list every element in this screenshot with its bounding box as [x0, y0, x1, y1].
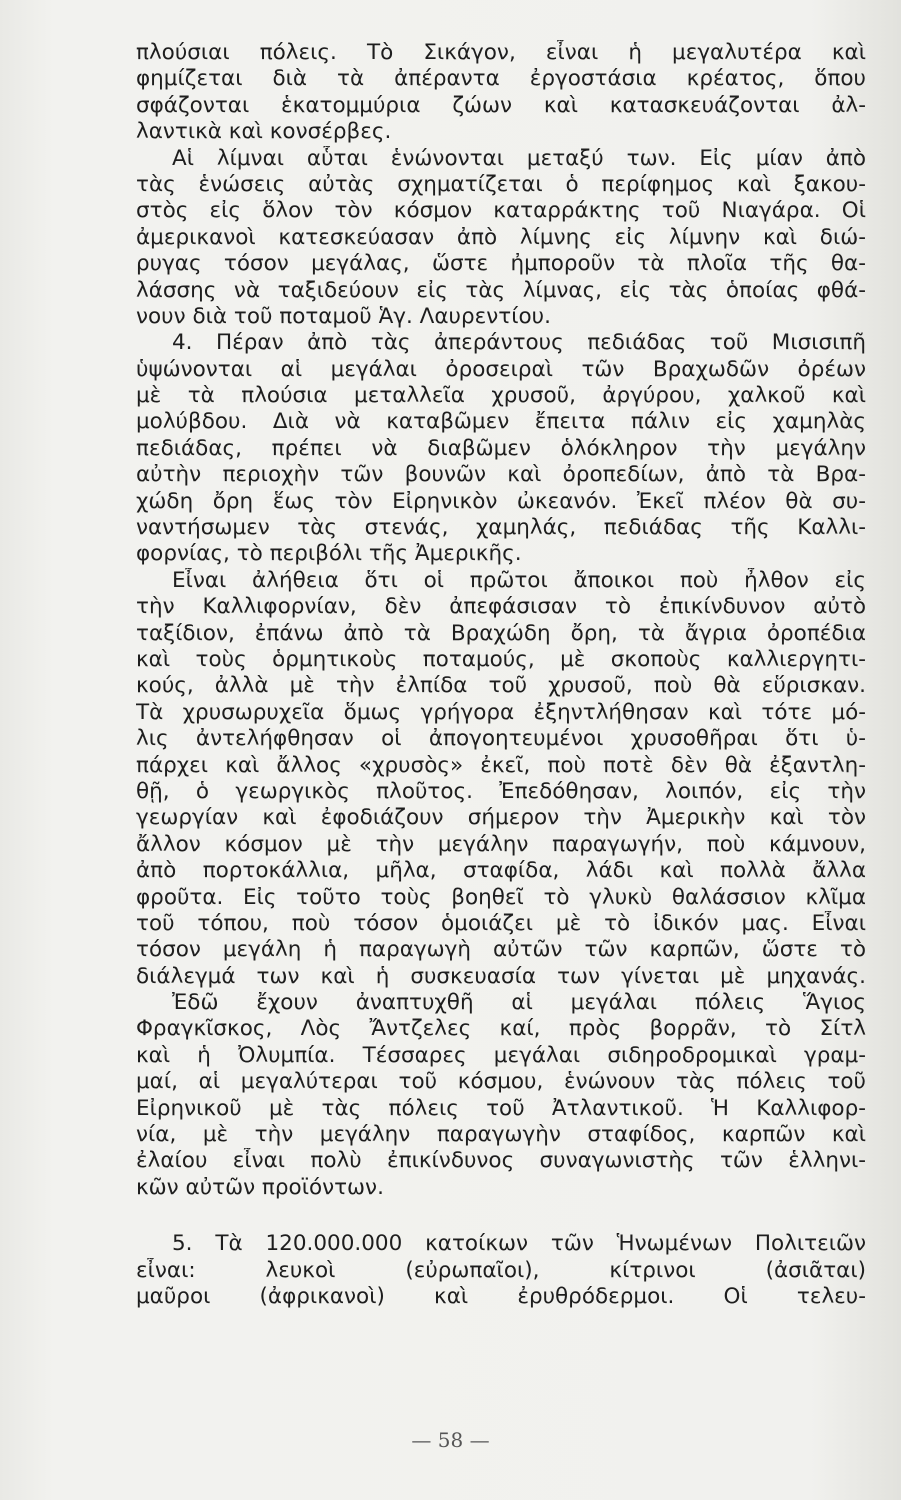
text-line: κούς, ἀλλὰ μὲ τὴν ἐλπίδα τοῦ χρυσοῦ, ποὺ θὰ εὕρισκαν.: [136, 673, 866, 699]
text-line: ἐλαίου εἶναι πολὺ ἐπικίνδυνος συναγωνιστὴς τῶν ἑλληνι-: [136, 1148, 866, 1174]
text-line: λαντικὰ καὶ κονσέρβες.: [136, 119, 392, 145]
text-line: καὶ τοὺς ὁρμητικοὺς ποταμούς, μὲ σκοποὺς καλλιεργητι-: [136, 646, 866, 672]
text-line: τοῦ τόπου, ποὺ τόσον ὁμοιάζει μὲ τὸ ἰδικόν μας. Εἶναι: [136, 910, 866, 936]
text-line: τὴν Καλλιφορνίαν, δὲν ἀπεφάσισαν τὸ ἐπικίνδυνον αὐτὸ: [136, 594, 866, 620]
text-line: κῶν αὐτῶν προϊόντων.: [136, 1174, 384, 1200]
text-line: χώδη ὄρη ἕως τὸν Εἰρηνικὸν ὠκεανόν. Ἐκεῖ πλέον θὰ συ-: [136, 488, 866, 514]
text-line: πάρχει καὶ ἄλλος «χρυσὸς» ἐκεῖ, ποὺ ποτὲ δὲν θὰ ἐξαντλη-: [136, 752, 866, 778]
text-line: νία, μὲ τὴν μεγάλην παραγωγὴν σταφίδος, καρπῶν καὶ: [136, 1122, 866, 1148]
body-text: [136, 40, 866, 1310]
text-line: γεωργίαν καὶ ἐφοδιάζουν σήμερον τὴν Ἀμερικὴν καὶ τὸν: [136, 805, 866, 831]
text-line: 4. Πέραν ἀπὸ τὰς ἀπεράντους πεδιάδας τοῦ Μισισιπῆ: [172, 330, 866, 356]
text-line: διάλεγμά των καὶ ἡ συσκευασία των γίνεται μὲ μηχανάς.: [136, 963, 866, 989]
text-line: ρυγας τόσον μεγάλας, ὥστε ἠμποροῦν τὰ πλοῖα τῆς θα-: [136, 251, 866, 277]
text-line: θῇ, ὁ γεωργικὸς πλοῦτος. Ἐπεδόθησαν, λοιπόν, εἰς τὴν: [136, 778, 866, 804]
text-line: εἶναι: λευκοὶ (εὐρωπαῖοι), κίτρινοι (ἀσιᾶται): [136, 1257, 866, 1283]
text-line: Τὰ χρυσωρυχεῖα ὅμως γρήγορα ἐξηντλήθησαν καὶ τότε μό-: [136, 699, 866, 725]
text-line: σφάζονται ἑκατομμύρια ζώων καὶ κατασκευάζονται ἀλ-: [136, 92, 866, 118]
text-line: μαῦροι (ἀφρικανοὶ) καὶ ἐρυθρόδερμοι. Οἱ τελευ-: [136, 1283, 866, 1309]
text-line: 5. Τὰ 120.000.000 κατοίκων τῶν Ἡνωμένων Πολιτειῶν: [172, 1231, 866, 1257]
text-line: Εἶναι ἀλήθεια ὅτι οἱ πρῶτοι ἄποικοι ποὺ ἦλθον εἰς: [172, 567, 866, 593]
text-line: νουν διὰ τοῦ ποταμοῦ Ἁγ. Λαυρεντίου.: [136, 303, 551, 329]
paragraph-gap: [136, 1201, 866, 1231]
text-line: τόσον μεγάλη ἡ παραγωγὴ αὐτῶν τῶν καρπῶν, ὥστε τὸ: [136, 937, 866, 963]
text-line: φροῦτα. Εἰς τοῦτο τοὺς βοηθεῖ τὸ γλυκὺ θαλάσσιον κλῖμα: [136, 884, 866, 910]
text-line: φημίζεται διὰ τὰ ἀπέραντα ἐργοστάσια κρέατος, ὅπου: [136, 66, 866, 92]
text-line: ἀπὸ πορτοκάλλια, μῆλα, σταφίδα, λάδι καὶ πολλὰ ἄλλα: [136, 858, 866, 884]
text-line: ταξίδιον, ἐπάνω ἀπὸ τὰ Βραχώδη ὄρη, τὰ ἄγρια ὀροπέδια: [136, 620, 866, 646]
text-line: πλούσιαι πόλεις. Τὸ Σικάγον, εἶναι ἡ μεγαλυτέρα καὶ: [136, 40, 866, 65]
text-line: ναντήσωμεν τὰς στενάς, χαμηλάς, πεδιάδας τῆς Καλλι-: [136, 515, 866, 541]
text-line: ἀμερικανοὶ κατεσκεύασαν ἀπὸ λίμνης εἰς λίμνην καὶ διώ-: [136, 224, 866, 250]
text-line: λις ἀντελήφθησαν οἱ ἀπογοητευμένοι χρυσοθῆραι ὅτι ὑ-: [136, 726, 866, 752]
text-line: Αἱ λίμναι αὗται ἑνώνονται μεταξύ των. Εἰς μίαν ἀπὸ: [172, 145, 866, 171]
text-line: μὲ τὰ πλούσια μεταλλεῖα χρυσοῦ, ἀργύρου, χαλκοῦ καὶ: [136, 383, 866, 409]
text-line: λάσσης νὰ ταξιδεύουν εἰς τὰς λίμνας, εἰς τὰς ὁποίας φθά-: [136, 277, 866, 303]
text-line: αὐτὴν περιοχὴν τῶν βουνῶν καὶ ὀροπεδίων, ἀπὸ τὰ Βρα-: [136, 462, 866, 488]
text-line: μαί, αἱ μεγαλύτεραι τοῦ κόσμου, ἑνώνουν τὰς πόλεις τοῦ: [136, 1069, 866, 1095]
text-line: Εἰρηνικοῦ μὲ τὰς πόλεις τοῦ Ἀτλαντικοῦ. Ἡ Καλλιφορ-: [136, 1095, 866, 1121]
text-line: πεδιάδας, πρέπει νὰ διαβῶμεν ὁλόκληρον τὴν μεγάλην: [136, 435, 866, 461]
page-number: — 58 —: [411, 1428, 490, 1452]
text-line: στὸς εἰς ὅλον τὸν κόσμον καταρράκτης τοῦ Νιαγάρα. Οἱ: [136, 198, 866, 224]
text-line: φορνίας, τὸ περιβόλι τῆς Ἀμερικῆς.: [136, 541, 522, 567]
text-line: ἄλλον κόσμον μὲ τὴν μεγάλην παραγωγήν, ποὺ κάμνουν,: [136, 831, 866, 857]
text-line: Ἐδῶ ἔχουν ἀναπτυχθῆ αἱ μεγάλαι πόλεις Ἅγιος: [172, 990, 866, 1016]
text-line: Φραγκῖσκος, Λὸς Ἄντζελες καί, πρὸς βορρᾶν, τὸ Σίτλ: [136, 1016, 866, 1042]
text-line: ὑψώνονται αἱ μεγάλαι ὀροσειραὶ τῶν Βραχωδῶν ὀρέων: [136, 356, 866, 382]
text-line: μολύβδου. Διὰ νὰ καταβῶμεν ἔπειτα πάλιν εἰς χαμηλὰς: [136, 409, 866, 435]
text-line: καὶ ἡ Ὀλυμπία. Τέσσαρες μεγάλαι σιδηροδρομικαὶ γραμ-: [136, 1042, 866, 1068]
text-line: τὰς ἑνώσεις αὐτὰς σχηματίζεται ὁ περίφημος καὶ ξακου-: [136, 171, 866, 197]
